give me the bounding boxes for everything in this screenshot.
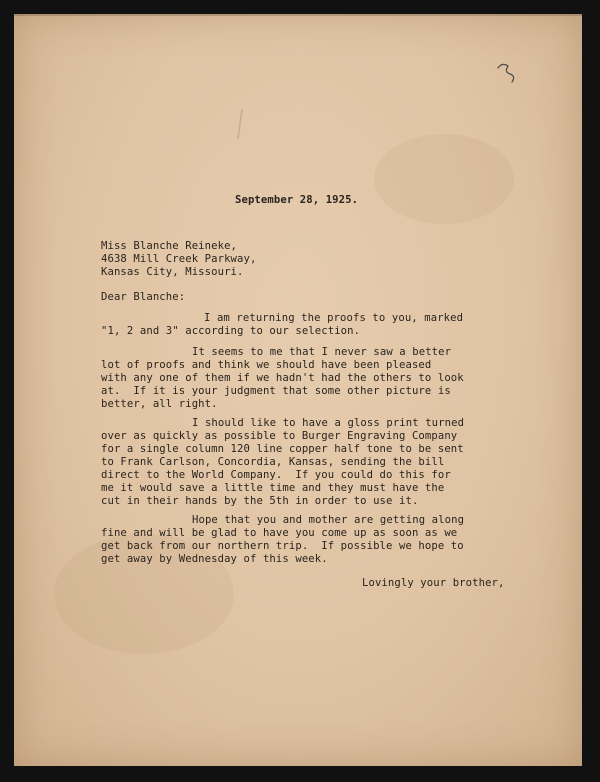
letter-page	[14, 14, 582, 766]
paragraph-2-line: with any one of them if we hadn't had the others to look	[101, 372, 464, 384]
paragraph-2-line: It seems to me that I never saw a better	[192, 346, 452, 358]
paragraph-2-line: at. If it is your judgment that some other picture is	[101, 385, 451, 397]
paragraph-1-line: "1, 2 and 3" according to our selection.	[101, 325, 361, 337]
paragraph-2-line: lot of proofs and think we should have been pleased	[101, 359, 432, 371]
letter-body	[14, 14, 582, 766]
closing: Lovingly your brother,	[362, 577, 505, 589]
paragraph-4-line: Hope that you and mother are getting along	[192, 514, 465, 526]
recipient-city: Kansas City, Missouri.	[101, 266, 244, 278]
recipient-name: Miss Blanche Reineke,	[101, 240, 238, 252]
paragraph-4-line: get away by Wednesday of this week.	[101, 553, 328, 565]
paragraph-3-line: over as quickly as possible to Burger Engraving Company	[101, 430, 458, 442]
paragraph-3-line: for a single column 120 line copper half tone to be sent	[101, 443, 464, 455]
paragraph-3-line: to Frank Carlson, Concordia, Kansas, sending the bill	[101, 456, 445, 468]
paragraph-3-line: I should like to have a gloss print turned	[192, 417, 465, 429]
paragraph-3-line: cut in their hands by the 5th in order to use it.	[101, 495, 419, 507]
paragraph-4-line: fine and will be glad to have you come up as soon as we	[101, 527, 458, 539]
recipient-street: 4638 Mill Creek Parkway,	[101, 253, 257, 265]
letter-date: September 28, 1925.	[235, 194, 359, 206]
salutation: Dear Blanche:	[101, 291, 186, 303]
paragraph-1-line: I am returning the proofs to you, marked	[204, 312, 464, 324]
paragraph-3-line: me it would save a little time and they must have the	[101, 482, 445, 494]
paragraph-2-line: better, all right.	[101, 398, 218, 410]
paragraph-4-line: get back from our northern trip. If possible we hope to	[101, 540, 464, 552]
paragraph-3-line: direct to the World Company. If you could do this for	[101, 469, 451, 481]
